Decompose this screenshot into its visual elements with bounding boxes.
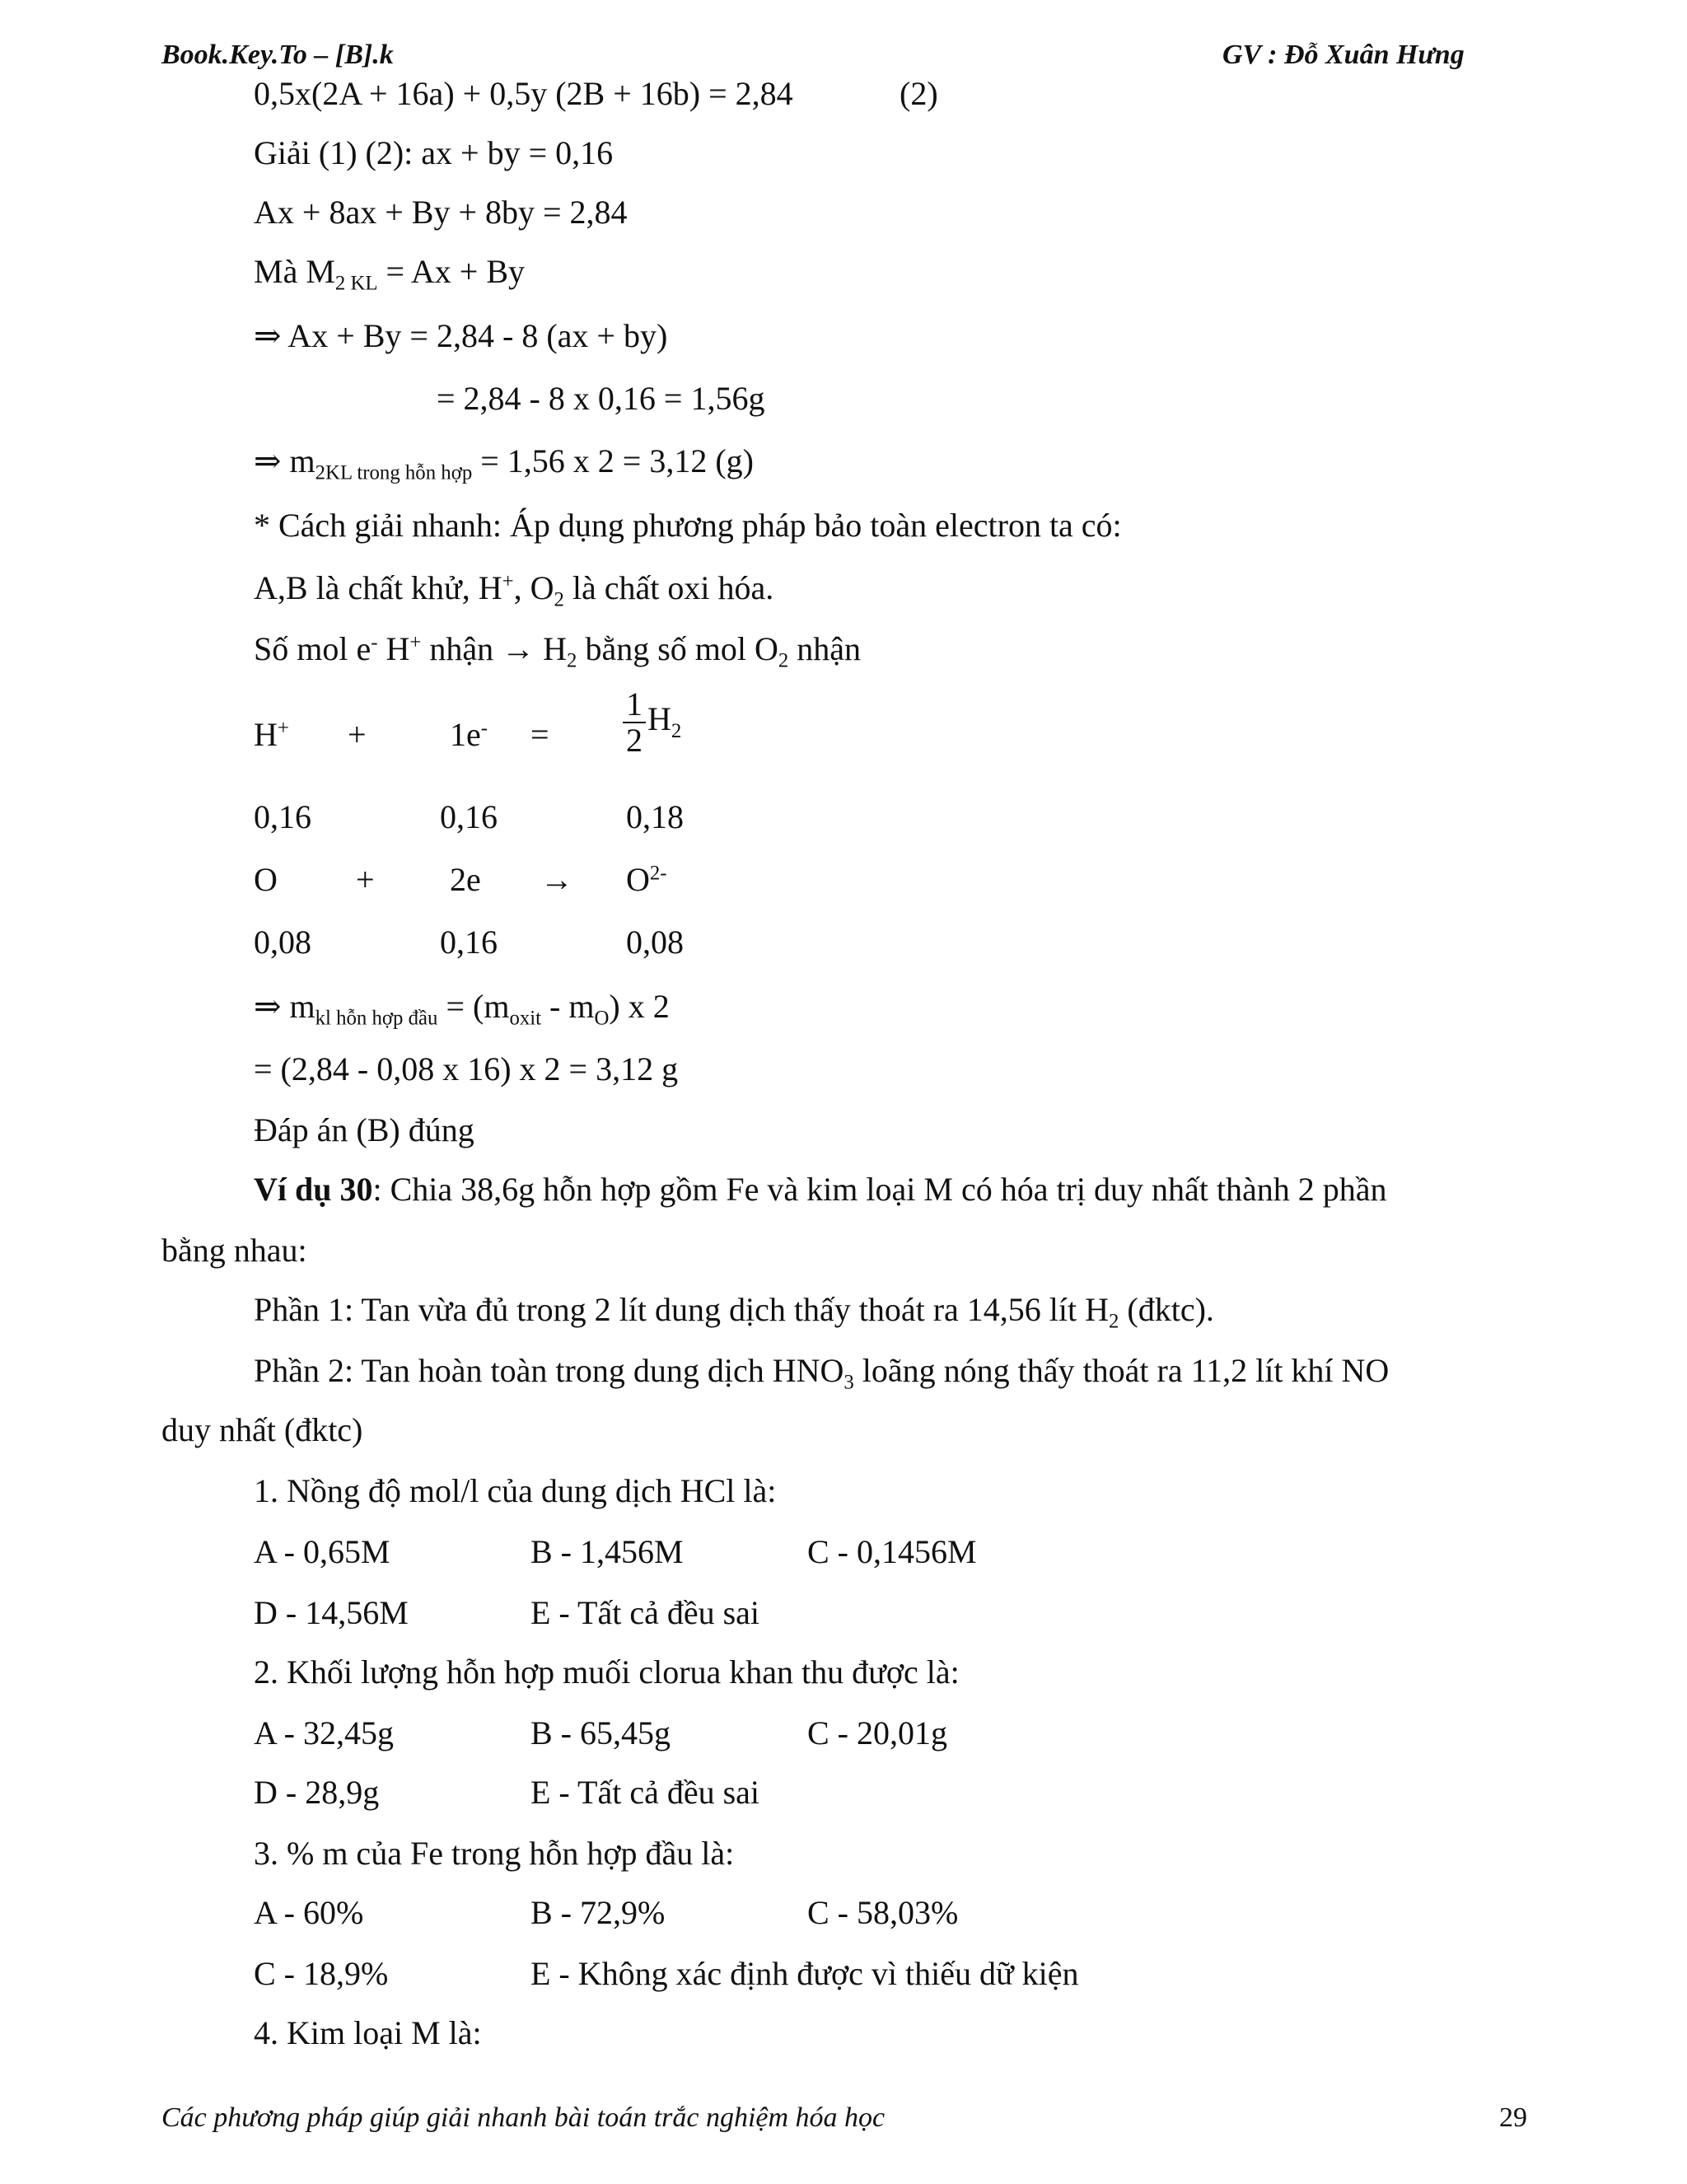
text-span: nhận <box>788 630 862 667</box>
option: B - 1,456M <box>530 1533 684 1570</box>
fraction-numerator: 1 <box>623 687 646 723</box>
text-span: bằng số mol O <box>577 630 778 667</box>
option: D - 28,9g <box>254 1774 380 1811</box>
text-span: (đktc). <box>1119 1291 1214 1328</box>
text-span: là chất oxi hóa. <box>563 569 774 606</box>
option: E - Tất cả đều sai <box>530 1594 760 1631</box>
option: C - 18,9% <box>254 1955 389 1992</box>
page-number: 29 <box>1499 2102 1527 2133</box>
text-span: Phần 1: Tan vừa đủ trong 2 lít dung dịch thấy thoát ra 14,56 lít H <box>254 1291 1110 1328</box>
question: 2. Khối lượng hỗn hợp muối clorua khan thu được là: <box>254 1653 960 1691</box>
mole-value: 0,08 <box>254 924 311 961</box>
mole-value: 0,16 <box>254 798 311 835</box>
mole-value: 0,08 <box>626 924 684 961</box>
method-heading: * Cách giải nhanh: Áp dụng phương pháp bảo toàn electron ta có: <box>254 507 1122 544</box>
equation-line: ⇒ Ax + By = 2,84 - 8 (ax + by) <box>254 317 668 354</box>
text-span: = (m <box>437 988 510 1025</box>
mole-value: 0,16 <box>440 924 498 961</box>
equation-line: = (2,84 - 0,08 x 16) x 2 = 3,12 g <box>254 1050 679 1087</box>
subscript: 2KL trong hỗn hợp <box>315 461 473 484</box>
example-label: Ví dụ 30 <box>254 1171 373 1208</box>
species-o: O <box>254 861 278 898</box>
option: A - 60% <box>254 1894 364 1931</box>
text-span: - m <box>541 988 595 1025</box>
option: B - 72,9% <box>530 1894 666 1931</box>
question: 4. Kim loại M là: <box>254 2014 482 2051</box>
header-right: GV : Đỗ Xuân Hưng <box>1222 40 1465 70</box>
superscript: - <box>480 717 488 740</box>
subscript: 2 KL <box>334 272 378 295</box>
text-span: Phần 2: Tan hoàn toàn trong dung dịch HNO <box>254 1352 844 1389</box>
question: 1. Nồng độ mol/l của dung dịch HCl là: <box>254 1472 777 1509</box>
equation-line <box>254 74 938 114</box>
equation-line <box>254 252 526 295</box>
fraction-denominator: 2 <box>626 722 643 759</box>
option: A - 32,45g <box>254 1714 394 1751</box>
electron <box>450 715 488 755</box>
subscript: 2 <box>1109 1310 1119 1333</box>
mole-value: 0,18 <box>626 798 684 835</box>
answer-line: Đáp án (B) đúng <box>254 1111 474 1148</box>
equals-sign: = <box>530 716 549 753</box>
plus-sign: + <box>356 861 375 898</box>
text-span: H <box>377 630 410 667</box>
superscript: + <box>409 631 422 654</box>
superscript: 2- <box>649 862 667 885</box>
text-span: nhận → H <box>421 630 568 667</box>
subscript: 2 <box>567 649 577 672</box>
option: C - 0,1456M <box>807 1533 977 1570</box>
header-left: Book.Key.To – [B].k <box>161 40 394 70</box>
question: 3. % m của Fe trong hỗn hợp đầu là: <box>254 1835 735 1872</box>
option: C - 58,03% <box>807 1894 959 1931</box>
arrow: → <box>540 861 573 898</box>
superscript: - <box>371 631 378 654</box>
option: A - 0,65M <box>254 1533 390 1570</box>
text-span: Số mol e <box>254 630 372 667</box>
text-span: ⇒ m <box>254 442 315 479</box>
text-span: = Ax + By <box>377 253 526 290</box>
text-line: bằng nhau: <box>161 1232 307 1269</box>
text-line: duy nhất (đktc) <box>161 1411 363 1448</box>
footer-title: Các phương pháp giúp giải nhanh bài toán trắc nghiệm hóa học <box>161 2102 886 2133</box>
oxide-ion <box>626 860 667 900</box>
equation-line: = 2,84 - 8 x 0,16 = 1,56g <box>437 380 765 417</box>
example-heading <box>254 1170 1387 1209</box>
option: D - 14,56M <box>254 1594 409 1631</box>
subscript: O <box>594 1007 610 1030</box>
equation-line <box>254 987 670 1030</box>
equation-text: 0,5x(2A + 16a) + 0,5y (2B + 16b) = 2,84 <box>254 75 793 112</box>
text-span: : Chia 38,6g hỗn hợp gồm Fe và kim loại M có hóa trị duy nhất thành 2 phần <box>372 1171 1387 1208</box>
text-span: A,B là chất khử, H <box>254 569 502 606</box>
subscript: 2 <box>554 588 564 611</box>
equation-line: Ax + 8ax + By + 8by = 2,84 <box>254 194 628 231</box>
equation-tag: (2) <box>900 75 938 112</box>
subscript: kl hỗn hợp đầu <box>315 1007 438 1030</box>
plus-sign: + <box>348 716 367 753</box>
text-span: ) x 2 <box>609 988 670 1025</box>
subscript: oxit <box>509 1007 542 1030</box>
text-span: , O <box>513 569 554 606</box>
solution-line: Giải (1) (2): ax + by = 0,16 <box>254 134 614 171</box>
superscript: + <box>502 570 514 593</box>
electron: 2e <box>450 861 481 898</box>
text-span: = 1,56 x 2 = 3,12 (g) <box>472 442 754 479</box>
text-line <box>254 1351 1390 1394</box>
option: B - 65,45g <box>530 1714 671 1751</box>
text-line <box>254 1290 1214 1333</box>
fraction <box>623 687 646 758</box>
mole-value: 0,16 <box>440 798 498 835</box>
text-span: 1e <box>450 716 481 753</box>
text-span: H <box>254 716 278 753</box>
option: E - Tất cả đều sai <box>530 1774 760 1811</box>
text-span: O <box>626 861 650 898</box>
subscript: 2 <box>778 649 789 672</box>
superscript: + <box>277 717 289 740</box>
text-span: H <box>647 700 671 738</box>
subscript: 2 <box>671 719 682 742</box>
text-line <box>254 629 862 672</box>
subscript: 3 <box>844 1371 854 1394</box>
fraction-product <box>623 687 681 758</box>
equation-line <box>254 442 754 484</box>
species-h <box>254 715 289 755</box>
option: E - Không xác định được vì thiếu dữ kiện <box>530 1955 1079 1992</box>
text-span: ⇒ m <box>254 988 315 1025</box>
option: C - 20,01g <box>807 1714 947 1751</box>
text-span: Mà M <box>254 253 335 290</box>
text-line <box>254 568 774 611</box>
text-span: loãng nóng thấy thoát ra 11,2 lít khí NO <box>853 1352 1390 1389</box>
